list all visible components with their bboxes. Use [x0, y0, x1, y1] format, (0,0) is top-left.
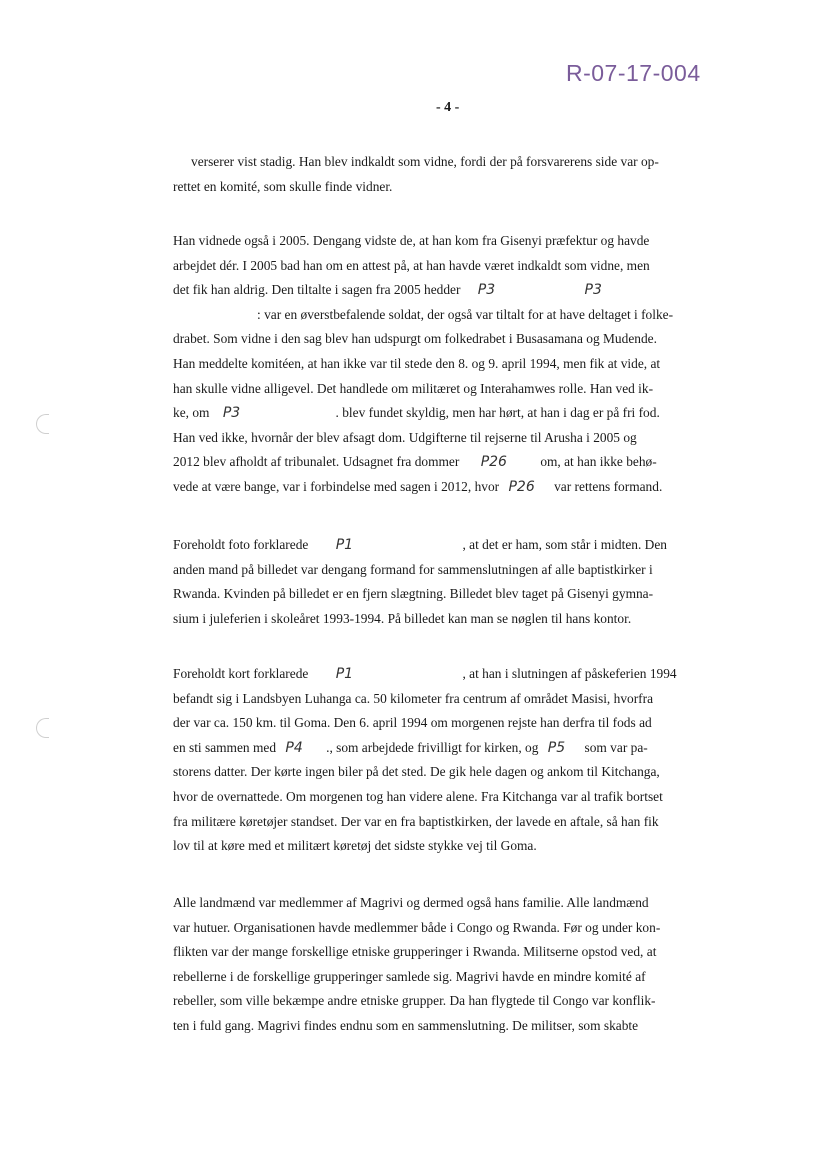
text-line: Foreholdt kort forklarede P1 , at han i slutningen af påskeferien 1994 [173, 666, 677, 682]
text-line: drabet. Som vidne i den sag blev han udspurgt om folkedrabet i Busasamana og Mudende. [173, 331, 657, 347]
paragraph-5 [173, 891, 713, 1039]
text-line: en sti sammen med P4 ., som arbejdede frivilligt for kirken, og P5 som var pa- [173, 739, 648, 756]
redacted-name-P1: P1 [335, 666, 354, 682]
text-line: rebellerne i de forskellige grupperinger samlede sig. Magrivi havde en mindre komité af [173, 968, 646, 984]
text-line: var hutuer. Organisationen havde medlemmer både i Congo og Rwanda. Før og under kon- [173, 919, 661, 935]
redacted-name-P3: P3 [477, 282, 496, 299]
text-line: fra militære køretøjer standset. Der var en fra baptistkirken, der lavede en aftale, så han fik [173, 813, 659, 829]
text-line: hvor de overnattede. Om morgenen tog han videre alene. Fra Kitchanga var al trafik bortset [173, 788, 663, 804]
text-line: Rwanda. Kvinden på billedet er en fjern slægtning. Billedet blev taget på Gisenyi gymna- [173, 586, 654, 602]
redacted-name-P3: P3 [584, 282, 602, 299]
paragraph-4 [173, 662, 713, 859]
text-line: Alle landmænd var medlemmer af Magrivi og dermed også hans familie. Alle landmænd [173, 895, 649, 910]
text-line: rebeller, som ville bekæmpe andre etniske grupper. Da han flygtede til Congo var konflik- [173, 993, 656, 1009]
text-line: Han ved ikke, hvornår der blev afsagt dom. Udgifterne til rejserne til Arusha i 2005 og [173, 429, 637, 445]
text-line: sium i juleferien i skoleåret 1993-1994. På billedet kan man se nøglen til hans kontor. [173, 610, 632, 626]
text-line: storens datter. Der kørte ingen biler på det sted. De gik hele dagen og ankom til Kitchanga, [173, 764, 660, 780]
document-reference-stamp: R-07-17-004 [566, 60, 701, 86]
text-line: : var en øverstbefalende soldat, der også var tiltalt for at have deltaget i folke- [257, 306, 674, 322]
page-number: - 4 - [436, 100, 460, 115]
text-line: ke, om P3 . blev fundet skyldig, men har hørt, at han i dag er på fri fod. [173, 405, 660, 422]
text-line: flikten var der mange forskellige etniske grupperinger i Rwanda. Militserne opstod ved, at [173, 944, 657, 960]
text-line: der var ca. 150 km. til Goma. Den 6. april 1994 om morgenen rejste han derfra til fods ad [173, 715, 652, 731]
text-line: rettet en komité, som skulle finde vidner. [173, 178, 393, 194]
redacted-name-P3: P3 [222, 405, 241, 422]
redacted-name-P26: P26 [480, 454, 507, 471]
text-line: anden mand på billedet var dengang formand for sammenslutningen af alle baptistkirker i [173, 561, 653, 577]
punch-hole-mark [36, 718, 49, 738]
paragraph-2 [173, 229, 713, 500]
paragraph-3 [173, 533, 713, 631]
redacted-name-P4: P4 [285, 739, 303, 756]
text-line: vede at være bange, var i forbindelse med sagen i 2012, hvor P26 var rettens formand. [173, 478, 663, 495]
redacted-name-P5: P5 [547, 739, 566, 756]
text-line: det fik han aldrig. Den tiltalte i sagen fra 2005 hedder P3 P3 [173, 282, 602, 299]
text-line: verserer vist stadig. Han blev indkaldt som vidne, fordi der på forsvarerens side var op- [191, 154, 659, 169]
text-line: befandt sig i Landsbyen Luhanga ca. 50 kilometer fra centrum af området Masisi, hvorfra [173, 690, 654, 706]
text-line: 2012 blev afholdt af tribunalet. Udsagnet fra dommer P26 om, at han ikke behø- [173, 454, 657, 471]
text-line: Han vidnede også i 2005. Dengang vidste de, at han kom fra Gisenyi præfektur og havde [173, 233, 650, 248]
text-line: lov til at køre med et militært køretøj det sidste stykke vej til Goma. [173, 838, 537, 854]
redacted-name-P26: P26 [508, 478, 535, 495]
text-line: ten i fuld gang. Magrivi findes endnu som en sammenslutning. De militser, som skabte [173, 1017, 639, 1033]
text-line: Han meddelte komitéen, at han ikke var til stede den 8. og 9. april 1994, men fik at vide, at [173, 355, 661, 371]
paragraph-1 [173, 150, 713, 199]
text-line: han skulle vidne alligevel. Det handlede om militæret og Interahamwes rolle. Han ved ik- [173, 380, 654, 396]
text-line: Foreholdt foto forklarede P1 , at det er ham, som står i midten. Den [173, 537, 667, 553]
text-line: arbejdet dér. I 2005 bad han om en attest på, at han havde været indkaldt som vidne, men [173, 257, 650, 273]
redacted-name-P1: P1 [335, 537, 354, 553]
punch-hole-mark [36, 414, 49, 434]
